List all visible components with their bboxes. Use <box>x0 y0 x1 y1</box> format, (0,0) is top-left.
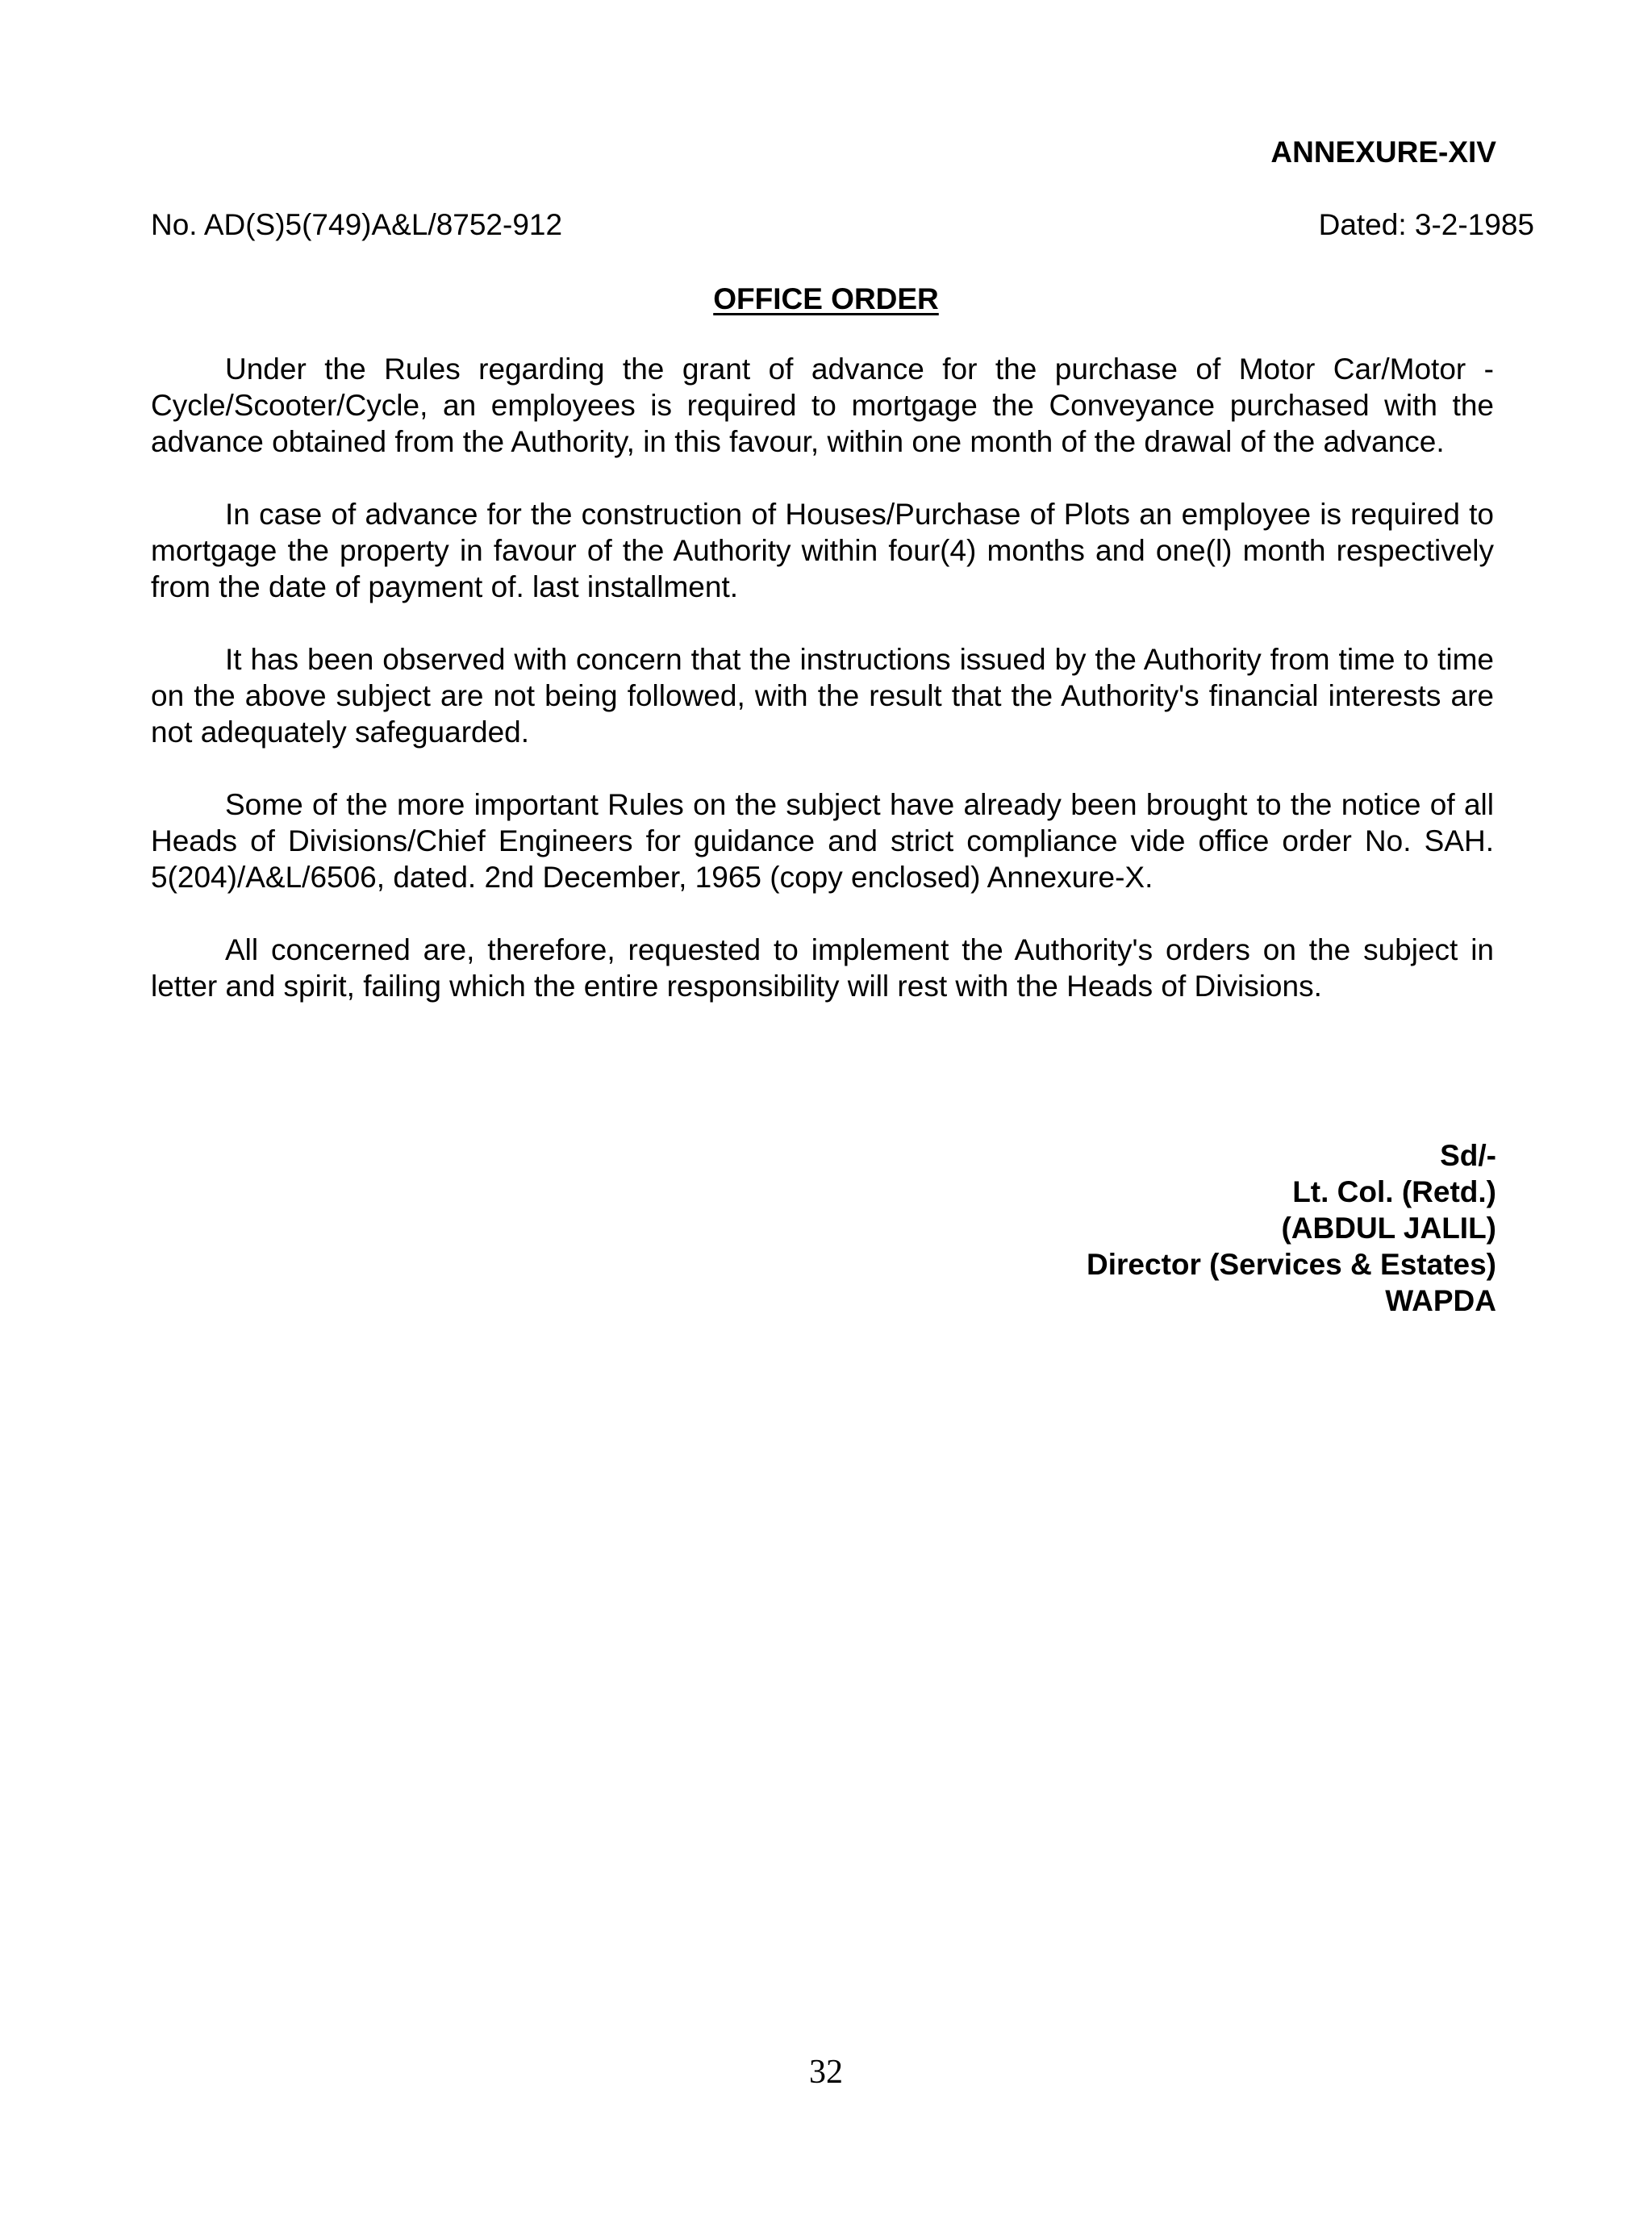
order-date: Dated: 3-2-1985 <box>1318 208 1534 241</box>
signatory-name: (ABDUL JALIL) <box>1281 1212 1496 1245</box>
signatory-designation: Director (Services & Estates) <box>1087 1248 1496 1281</box>
signatory-organization: WAPDA <box>1385 1284 1496 1317</box>
reference-row <box>151 208 1534 242</box>
document-title: OFFICE ORDER <box>713 282 939 315</box>
paragraph: In case of advance for the construction of Houses/Purchase of Plots an employee is required to mortgage the property in favour of the Authority within four(4) months and one(l) month respectively from the date of payment of. last installment. <box>151 498 1494 603</box>
signature-block <box>1087 1137 1496 1319</box>
paragraph: It has been observed with concern that the instructions issued by the Authority from time to time on the above subject are not being followed, with the result that the Authority's financial interests are not adequately safeguarded. <box>151 643 1494 749</box>
paragraph: All concerned are, therefore, requested to implement the Authority's orders on the subject in letter and spirit, failing which the entire responsibility will rest with the Heads of Divisions. <box>151 933 1494 1003</box>
signed-mark: Sd/- <box>1440 1139 1496 1172</box>
page-number: 32 <box>809 2054 843 2091</box>
annexure-label: ANNEXURE-XIV <box>1270 136 1496 169</box>
paragraph: Some of the more important Rules on the subject have already been brought to the notice of all Heads of Divisions/Chief Engineers for guidance and strict compliance vide office order No. SAH. 5(204)/A&L/6506, dated. 2nd December, 1965 (copy enclosed) Annexure-X. <box>151 788 1494 894</box>
order-body <box>151 351 1494 1041</box>
signatory-rank: Lt. Col. (Retd.) <box>1292 1175 1496 1208</box>
reference-number: No. AD(S)5(749)A&L/8752-912 <box>151 208 563 241</box>
paragraph: Under the Rules regarding the grant of advance for the purchase of Motor Car/Motor - Cycle/Scooter/Cycle, an employees is required to mortgage the Conveyance purchased with the advance obtained from the Authority, in this favour, within one month of the drawal of the advance. <box>151 352 1494 458</box>
